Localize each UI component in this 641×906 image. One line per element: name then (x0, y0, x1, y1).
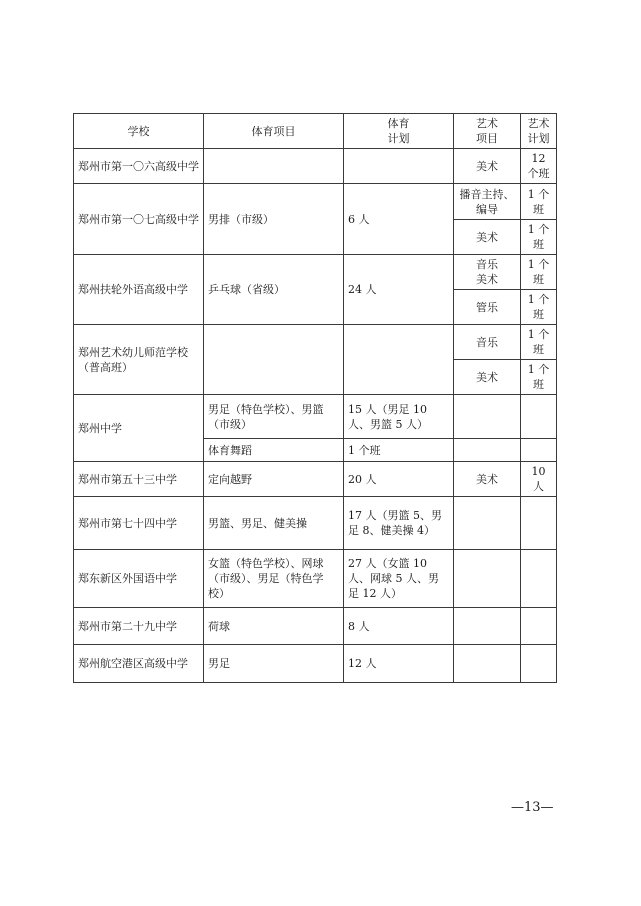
art-cell (454, 439, 521, 462)
sport-plan-cell: 6 人 (344, 184, 454, 255)
school-cell: 郑州市第二十九中学 (74, 608, 204, 645)
sport-cell: 男排（市级） (204, 184, 344, 255)
art-cell: 音乐 美术 (454, 255, 521, 290)
table-row (74, 497, 557, 550)
art-plan-cell (521, 608, 557, 645)
header-art-plan: 艺术 计划 (521, 114, 557, 149)
header-sport: 体育项目 (204, 114, 344, 149)
sport-plan-cell: 20 人 (344, 462, 454, 497)
enrollment-table (73, 113, 557, 683)
art-cell (454, 497, 521, 550)
art-cell: 播音主持、 编导 (454, 184, 521, 220)
sport-cell: 荷球 (204, 608, 344, 645)
sport-plan-cell: 8 人 (344, 608, 454, 645)
art-cell: 美术 (454, 220, 521, 255)
art-plan-cell (521, 550, 557, 608)
table-row (74, 608, 557, 645)
art-cell (454, 395, 521, 439)
school-cell: 郑州市第七十四中学 (74, 497, 204, 550)
art-plan-cell (521, 439, 557, 462)
header-school: 学校 (74, 114, 204, 149)
table-row (74, 645, 557, 683)
table-row (74, 550, 557, 608)
table-header-row (74, 114, 557, 149)
art-cell (454, 550, 521, 608)
sport-cell: 乒乓球（省级） (204, 255, 344, 325)
sport-cell: 女篮（特色学校）、网球（市级）、男足（特色学校） (204, 550, 344, 608)
sport-plan-cell: 15 人（男足 10 人、男篮 5 人） (344, 395, 454, 439)
sport-cell: 男篮、男足、健美操 (204, 497, 344, 550)
school-cell: 郑东新区外国语中学 (74, 550, 204, 608)
art-plan-cell: 1 个班 (521, 290, 557, 325)
art-plan-cell: 10 人 (521, 462, 557, 497)
header-sport-plan: 体育 计划 (344, 114, 454, 149)
sport-plan-cell (344, 149, 454, 184)
table-row (74, 325, 557, 360)
table-row (74, 184, 557, 220)
table-row (74, 395, 557, 439)
school-cell: 郑州航空港区高级中学 (74, 645, 204, 683)
school-cell: 郑州市第一〇六高级中学 (74, 149, 204, 184)
sport-cell: 男足 (204, 645, 344, 683)
sport-cell: 男足（特色学校）、男篮（市级） (204, 395, 344, 439)
art-cell: 音乐 (454, 325, 521, 360)
table-row (74, 255, 557, 290)
art-cell: 美术 (454, 149, 521, 184)
art-cell (454, 608, 521, 645)
art-plan-cell: 1 个班 (521, 220, 557, 255)
art-plan-cell (521, 645, 557, 683)
art-plan-cell: 1 个班 (521, 325, 557, 360)
table-row (74, 149, 557, 184)
art-plan-cell (521, 395, 557, 439)
sport-plan-cell: 1 个班 (344, 439, 454, 462)
school-cell: 郑州市第一〇七高级中学 (74, 184, 204, 255)
sport-plan-cell (344, 325, 454, 395)
art-cell: 美术 (454, 462, 521, 497)
sport-cell: 定向越野 (204, 462, 344, 497)
art-plan-cell: 1 个班 (521, 255, 557, 290)
art-cell (454, 645, 521, 683)
art-cell: 管乐 (454, 290, 521, 325)
school-cell: 郑州中学 (74, 395, 204, 462)
sport-cell (204, 149, 344, 184)
sport-plan-cell: 27 人（女篮 10 人、网球 5 人、男足 12 人） (344, 550, 454, 608)
table-row (74, 462, 557, 497)
art-plan-cell (521, 497, 557, 550)
sport-plan-cell: 17 人（男篮 5、男足 8、健美操 4） (344, 497, 454, 550)
sport-cell (204, 325, 344, 395)
header-art: 艺术 项目 (454, 114, 521, 149)
page-number: —13— (511, 800, 554, 815)
art-plan-cell: 1 个班 (521, 184, 557, 220)
school-cell: 郑州扶轮外语高级中学 (74, 255, 204, 325)
sport-plan-cell: 24 人 (344, 255, 454, 325)
art-plan-cell: 1 个班 (521, 360, 557, 395)
school-cell: 郑州市第五十三中学 (74, 462, 204, 497)
school-cell: 郑州艺术幼儿师范学校 （普高班） (74, 325, 204, 395)
sport-cell: 体育舞蹈 (204, 439, 344, 462)
sport-plan-cell: 12 人 (344, 645, 454, 683)
art-cell: 美术 (454, 360, 521, 395)
art-plan-cell: 12 个班 (521, 149, 557, 184)
